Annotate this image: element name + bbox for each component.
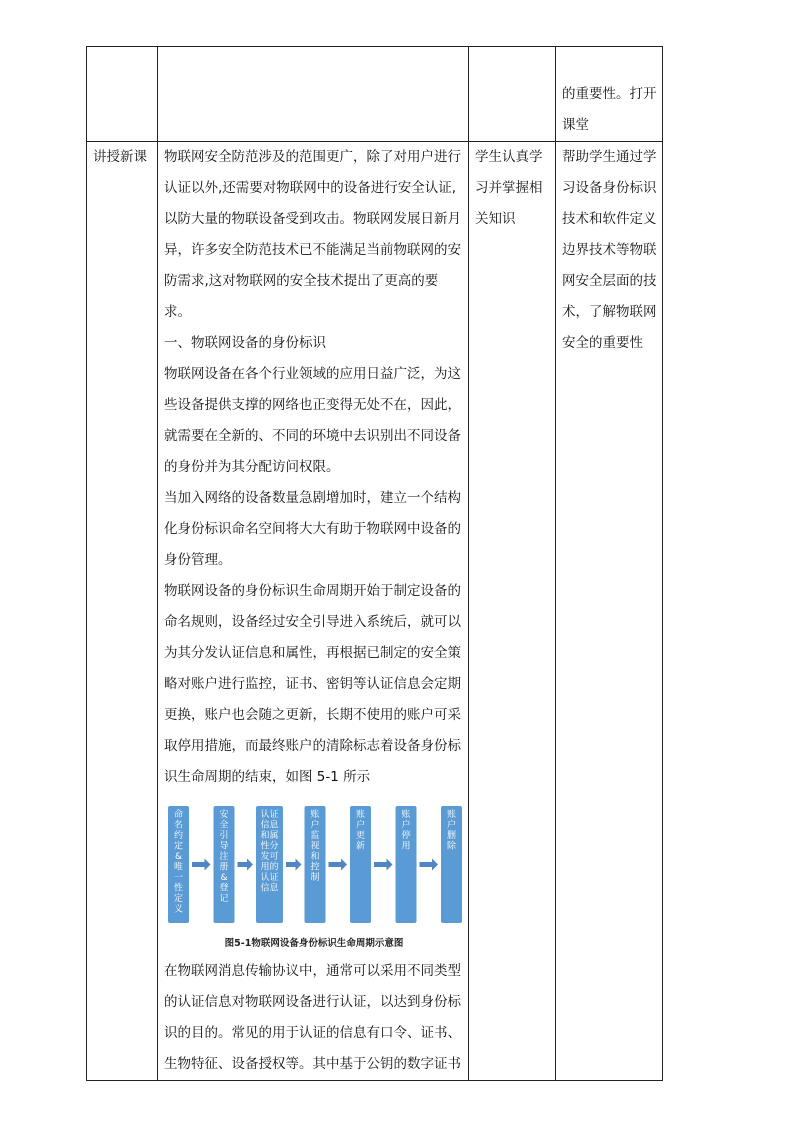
step-label: 一 [173, 873, 184, 883]
step-label: 册 [219, 862, 229, 873]
step-label: 认证 [260, 810, 279, 820]
step-label: 用的 [260, 862, 279, 873]
paragraph: 当加入网络的设备数量急剧增加时，建立一个结构化身份标识命名空间将大大有助于物联网中设备的身份管理。 [164, 490, 461, 568]
step-label: 新 [355, 841, 366, 852]
lifecycle-step [441, 806, 462, 923]
lifecycle-diagram [164, 793, 464, 956]
row1-col4-text: 的重要性。打开课堂 [562, 86, 657, 133]
step-label: 认证 [260, 873, 279, 883]
student-activity: 学生认真学习并掌握相关知识 [475, 149, 543, 227]
row2-col2-cell [158, 142, 469, 1081]
step-label: 和 [310, 852, 320, 862]
step-label: 引 [219, 831, 229, 841]
lifecycle-step [256, 806, 283, 923]
step-label: 全 [219, 820, 229, 831]
step-label: 导 [219, 841, 229, 852]
row2-col4-cell [556, 142, 663, 1081]
step-label: 视 [310, 841, 320, 852]
step-label: 性分 [260, 841, 279, 852]
step-label: 命 [173, 810, 184, 820]
step-label: 定 [173, 894, 184, 904]
flow-arrow [420, 859, 439, 871]
step-label: 记 [219, 894, 229, 904]
step-label: 账 [401, 810, 411, 820]
row2-col1-cell [87, 142, 158, 1081]
step-label: 删 [446, 831, 457, 841]
step-label: 户 [446, 820, 457, 831]
step-label: 定 [173, 841, 184, 852]
step-label: 约 [173, 831, 184, 841]
flow-arrow [286, 859, 302, 871]
step-label: 信息 [260, 820, 279, 831]
row1-col2-cell [158, 47, 469, 142]
row1-col4-cell [556, 47, 663, 142]
table-row [87, 142, 663, 1081]
step-label: 账 [355, 810, 366, 820]
section-label: 讲授新课 [93, 149, 147, 165]
step-label: 户 [310, 820, 320, 831]
step-label: 监 [310, 831, 320, 841]
step-label: 户 [401, 820, 411, 831]
table-row [87, 47, 663, 142]
step-label: 更 [355, 831, 366, 841]
step-label: 登 [219, 883, 229, 894]
step-label: 信息 [260, 883, 279, 894]
paragraph: 物联网设备在各个行业领域的应用日益广泛，为这些设备提供支撑的网络也正变得无处不在，因此，就需要在全新的、不同的环境中去识别出不同设备的身份并为其分配访问权限。 [164, 366, 461, 475]
step-label: 义 [173, 904, 184, 915]
step-label: 户 [355, 820, 366, 831]
lifecycle-diagram-svg [164, 800, 464, 956]
step-label: 制 [310, 873, 320, 883]
lifecycle-step [214, 806, 235, 923]
step-label: 账 [310, 810, 320, 820]
flow-arrow [374, 859, 393, 871]
lesson-content-continued [164, 956, 464, 1080]
step-label: 控 [310, 862, 320, 873]
lesson-content [164, 142, 464, 793]
row1-col1-cell [87, 47, 158, 142]
step-label: & [174, 852, 183, 862]
paragraph: 物联网安全防范涉及的范围更广，除了对用户进行认证以外,还需要对物联网中的设备进行安全认证,以防大量的物联设备受到攻击。物联网发展日新月异，许多安全防范技术已不能满足当前物联网的安防需求,这对物联网的安全技术提出了更高的要求。 [164, 149, 461, 320]
figure-caption: 图5-1物联网设备身份标识生命周期示意图 [224, 938, 404, 949]
step-label: 性 [173, 883, 184, 894]
lifecycle-step [350, 806, 371, 923]
step-label: 用 [401, 841, 411, 852]
step-label: 账 [446, 810, 457, 820]
lifecycle-step [168, 806, 189, 923]
row1-col3-cell [469, 47, 556, 142]
step-label: 唯 [173, 862, 184, 873]
step-label: 停 [401, 831, 411, 841]
paragraph: 一、物联网设备的身份标识 [164, 335, 326, 351]
flow-arrow [238, 859, 254, 871]
paragraph: 在物联网消息传输协议中，通常可以采用不同类型的认证信息对物联网设备进行认证，以达到身份标识的目的。常见的用于认证的信息有口令、证书、生物特征、设备授权等。其中基于公钥的数字证书 [164, 963, 461, 1072]
teaching-goal: 帮助学生通过学习设备身份标识技术和软件定义边界技术等物联网安全层面的技术，了解物联网安全的重要性 [562, 149, 657, 351]
step-label: 除 [446, 841, 457, 852]
lifecycle-step [396, 806, 417, 923]
step-label: 注 [219, 852, 229, 862]
step-label: 安 [219, 810, 229, 820]
row2-col3-cell [469, 142, 556, 1081]
lifecycle-step [305, 806, 326, 923]
step-label: 发可 [260, 852, 279, 862]
paragraph: 物联网设备的身份标识生命周期开始于制定设备的命名规则，设备经过安全引导进入系统后，就可以为其分发认证信息和属性，再根据已制定的安全策略对账户进行监控，证书、密钥等认证信息会定期更换，账户也会随之更新，长期不使用的账户可采取停用措施，而最终账户的清除标志着设备身份标识生命周期的结束，如图 5-1 所示 [164, 583, 461, 785]
step-label: & [220, 873, 228, 883]
flow-arrow [329, 859, 348, 871]
flow-arrow [192, 859, 211, 871]
step-label: 和属 [260, 831, 279, 841]
step-label: 名 [173, 820, 184, 831]
lesson-plan-table [86, 46, 663, 1081]
